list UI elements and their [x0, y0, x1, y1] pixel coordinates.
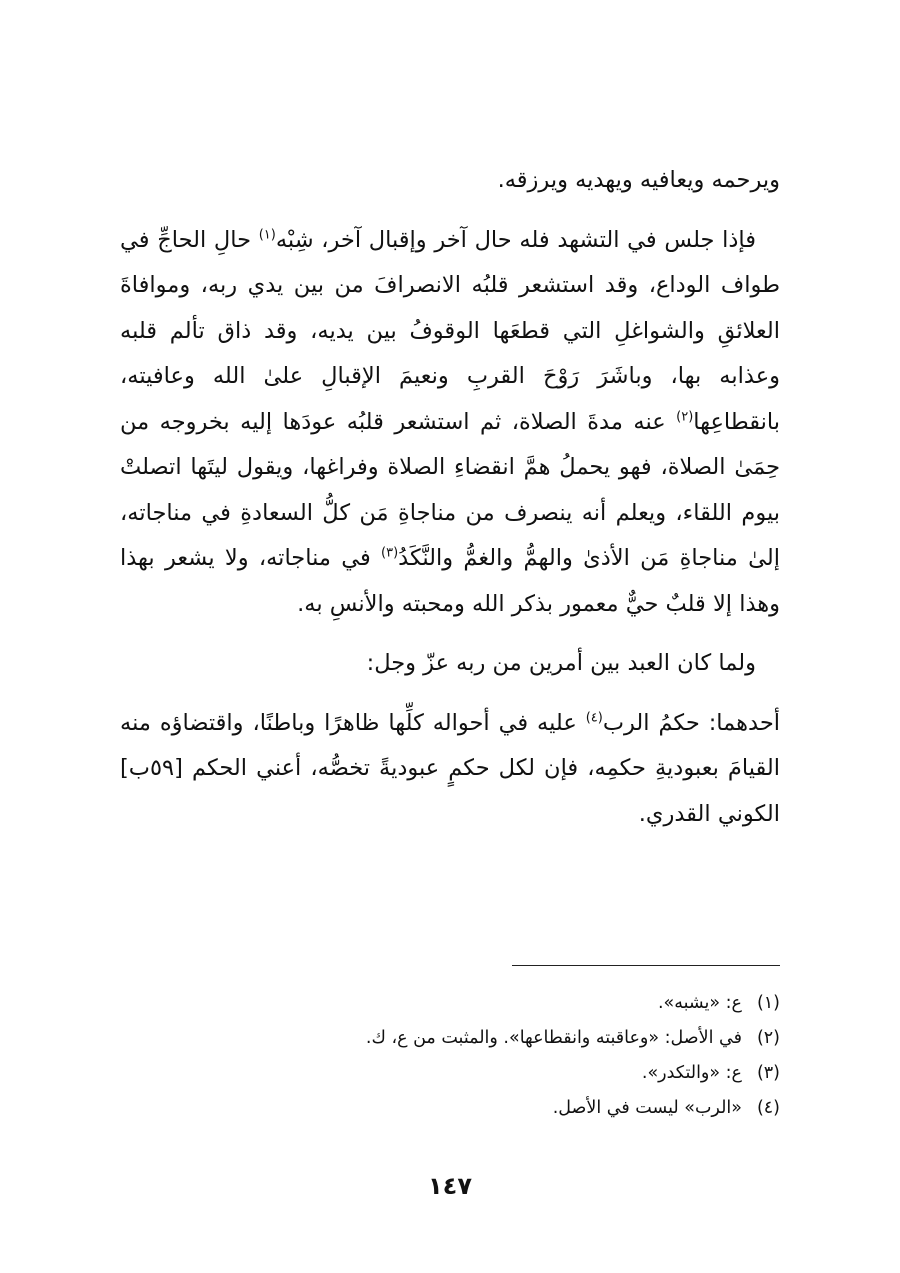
text-segment: فإذا جلس في التشهد فله حال آخر وإقبال آخر، شِبْه — [275, 226, 756, 253]
footnote-2 — [120, 1021, 780, 1056]
footnote-number: (٢) — [756, 1028, 780, 1048]
footnote-ref-4[interactable]: (٤) — [585, 710, 603, 725]
footnote-text: ع: «والتكدر». — [641, 1063, 742, 1083]
footnote-separator — [512, 965, 780, 966]
footnote-text: «الرب» ليست في الأصل. — [552, 1098, 742, 1118]
text-segment: عنه مدةَ الصلاة، ثم استشعر قلبُه عودَها إليه بخروجه من حِمَىٰ الصلاة، فهو يحملُ همَّ انقضاءِ الصلاة وفراغها، ويقول ليتَها اتصلتْ بيوم اللقاء، ويعلم أنه ينصرف من مناجاةِ مَن كلُّ السعادةِ في مناجاته، إلىٰ مناجاةِ مَن الأذىٰ والهمُّ والغمُّ والنَّكَدُ — [120, 408, 780, 571]
paragraph-first-matter — [120, 701, 780, 838]
footnote-number: (٣) — [756, 1063, 780, 1083]
footnote-ref-3[interactable]: (٣) — [381, 545, 399, 561]
paragraph-two-matters: ولما كان العبد بين أمرين من ربه عزّ وجل: — [366, 650, 756, 676]
footnote-text: في الأصل: «وعاقبته وانقطاعها». والمثبت من ع، ك. — [365, 1028, 742, 1048]
text-segment: حالِ الحاجِّ في طواف الوداع، وقد استشعر قلبُه الانصرافَ من بين يدي ربه، وموافاةَ العلائقِ والشواغلِ التي قطعَها الوقوفُ بين يديه، وقد ذاق تألم قلبه وعذابه بها، وباشَرَ رَوْحَ القربِ ونعيمَ الإقبالِ علىٰ الله وعافيته، بانقطاعِها — [120, 226, 780, 435]
text-segment: عليه في أحواله كلِّها ظاهرًا وباطنًا، واقتضاؤه منه القيامَ بعبوديةِ حكمِه، فإن لكل حكمٍ عبوديةً تخصُّه، أعني الحكم [٥٩ب] الكوني القدري. — [120, 709, 780, 827]
page-number: ١٤٧ — [428, 1172, 472, 1200]
text-segment: في مناجاته، ولا يشعر بهذا وهذا إلا قلبٌ حيٌّ معمور بذكر الله ومحبته والأنسِ به. — [120, 545, 780, 617]
text-segment: أحدهما: حكمُ الرب — [602, 709, 780, 736]
footnote-3 — [120, 1056, 780, 1091]
main-text — [120, 158, 780, 837]
footnote-1 — [120, 986, 780, 1021]
footnote-number: (١) — [756, 993, 780, 1013]
paragraph-continuation: ويرحمه ويعافيه ويهديه ويرزقه. — [497, 167, 780, 193]
footnote-ref-1[interactable]: (١) — [258, 227, 276, 242]
footnotes — [120, 986, 780, 1126]
footnote-text: ع: «يشبه». — [657, 993, 742, 1013]
footnote-number: (٤) — [756, 1098, 780, 1118]
footnote-ref-2[interactable]: (٢) — [676, 409, 694, 424]
footnote-4 — [120, 1091, 780, 1126]
paragraph-tashahhud — [120, 218, 780, 628]
